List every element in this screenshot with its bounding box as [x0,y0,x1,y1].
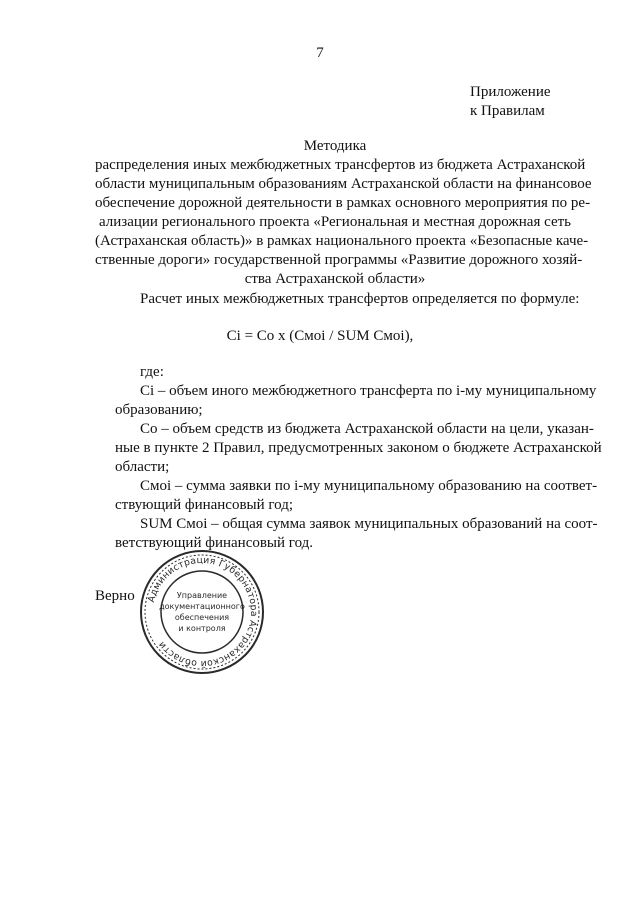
official-seal [138,548,266,676]
seal-center-line: Управление [176,591,228,600]
definition-line: SUM Cмoi – общая сумма заявок муниципальных образований на соот- [140,516,598,532]
definition-line: ные в пункте 2 Правил, предусмотренных законом о бюджете Астраханской [115,440,602,456]
title-line: области муниципальным образованиям Астраханской области на финансовое [95,176,592,192]
title-line: обеспечение дорожной деятельности в рамках основного мероприятия по ре- [95,195,591,211]
appendix-label [470,83,551,121]
svg-text:Администрация Губернатора Астр [146,555,259,669]
title-line: ства Астраханской области» [244,271,426,287]
title-heading: Методика [303,138,367,154]
title-line: ализации регионального проекта «Региональная и местная дорожная сеть [98,214,572,230]
title-line: (Астраханская область)» в рамках национального проекта «Безопасные каче- [95,233,589,249]
seal-ring-text: Администрация Губернатора Астраханской области [146,554,260,670]
verno-label: Верно [95,588,135,604]
definition-line: Cмoi – сумма заявки по i-му муниципальному образованию на соответ- [140,478,598,494]
where-label: где: [140,364,164,380]
definition-line: ствующий финансовый год; [115,497,294,513]
title-line: ственные дороги» государственной программы «Развитие дорожного хозяй- [95,252,583,268]
definition-line: Co – объем средств из бюджета Астраханской области на цели, указан- [140,421,594,437]
seal-center-line: документационного [159,602,245,611]
seal-center-line: и контроля [178,624,226,633]
formula: Ci = Co x (Cмoi / SUM Cмoi), [226,328,414,344]
page-number: 7 [316,45,324,61]
seal-graphic [138,548,266,676]
document-title [95,137,592,289]
definition-line: области; [115,459,170,475]
definition-line: образованию; [115,402,203,418]
formula-intro: Расчет иных межбюджетных трансфертов определяется по формуле: [140,291,580,307]
definitions-block [115,363,602,553]
seal-center-line: обеспечения [174,613,230,622]
appendix-line-2: к Правилам [470,103,545,119]
title-line: распределения иных межбюджетных трансфертов из бюджета Астраханской [95,157,586,173]
appendix-line-1: Приложение [470,84,551,100]
definition-line: Ci – объем иного межбюджетного трансферта по i-му муниципальному [140,383,597,399]
definition-line: ветствующий финансовый год. [115,535,314,551]
